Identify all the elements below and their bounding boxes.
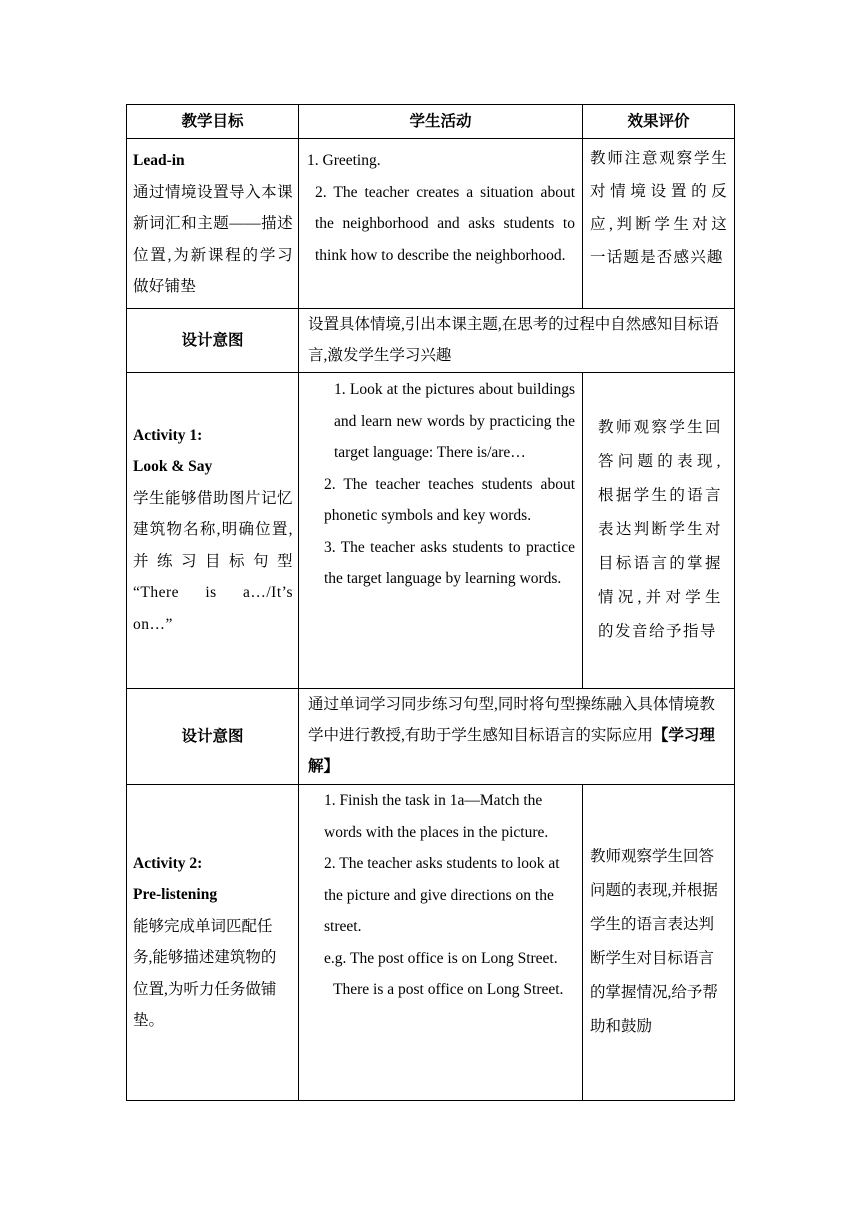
activity-item: 2. The teacher creates a situation about the neighborhood and asks students to think how to describe the neighborhood. (315, 183, 575, 264)
goal-cell (133, 784, 283, 1100)
table-border-left (126, 104, 127, 1101)
table-col-divider (582, 784, 583, 1100)
intent-text: 设置具体情境,引出本课主题,在思考的过程中自然感知目标语言,激发学生学习兴趣 (308, 316, 719, 364)
goal-title: Activity 2: (133, 854, 203, 872)
activity-item: 2. The teacher asks students to look at the picture and give directions on the street. (324, 855, 560, 935)
goal-text: 学生能够借助图片记忆建筑物名称,明确位置,并练习目标句型 “There is a…/It’s on…” (133, 489, 294, 633)
activity-item: 1. Greeting. (307, 152, 381, 169)
table-col-divider (298, 104, 299, 1101)
table-border-right (734, 104, 735, 1101)
goal-subtitle: Pre-listening (133, 886, 218, 903)
evaluation-cell: 教师观察学生回答问题的表现,根据学生的语言表达判断学生对目标语言的掌握情况,并对学生的发音给予指导 (598, 419, 722, 640)
evaluation-cell: 教师观察学生回答问题的表现,并根据学生的语言表达判断学生对目标语言的掌握情况,给予帮助和鼓励 (590, 848, 718, 1035)
table-col-divider (582, 372, 583, 688)
table-row-divider (126, 138, 735, 139)
intent-label: 设计意图 (181, 727, 244, 745)
goal-text: 能够完成单词匹配任务,能够描述建筑物的位置,为听力任务做铺垫。 (133, 917, 277, 1029)
intent-label: 设计意图 (181, 331, 244, 349)
activity-item: 1. Finish the task in 1a—Match the words with the places in the picture. (324, 792, 549, 841)
activity-item: 2. The teacher teaches students about phonetic symbols and key words. (324, 475, 575, 524)
activity-cell (307, 145, 575, 271)
activity-cell (324, 374, 575, 595)
intent-text-cell (308, 689, 728, 782)
activity-item: e.g. The post office is on Long Street. (324, 949, 558, 967)
intent-text: 通过单词学习同步练习句型,同时将句型操练融入具体情境教学中进行教授,有助于学生感知目标语言的实际应用 (308, 696, 715, 744)
goal-title: Activity 1: (133, 426, 203, 444)
goal-cell (133, 145, 293, 303)
table-border-bottom (126, 1100, 735, 1101)
activity-item: There is a post office on Long Street. (333, 981, 564, 998)
goal-text: 通过情境设置导入本课新词汇和主题——描述位置,为新课程的学习做好铺垫 (133, 183, 293, 295)
goal-title: Lead-in (133, 152, 185, 169)
header-activity: 学生活动 (409, 112, 472, 130)
goal-cell (133, 372, 293, 688)
header-evaluation: 效果评价 (627, 112, 690, 130)
activity-cell (324, 785, 575, 1006)
activity-item: 3. The teacher asks students to practice the target language by learning words. (324, 538, 575, 587)
intent-tag: 【学习理解】 (308, 727, 715, 775)
evaluation-cell: 教师注意观察学生对情境设置的反应,判断学生对这一话题是否感兴趣 (590, 150, 728, 266)
activity-item: 1. Look at the pictures about buildings and learn new words by practicing the target language: There is/are… (334, 381, 575, 461)
header-goal: 教学目标 (181, 112, 244, 130)
goal-subtitle: Look & Say (133, 458, 213, 476)
